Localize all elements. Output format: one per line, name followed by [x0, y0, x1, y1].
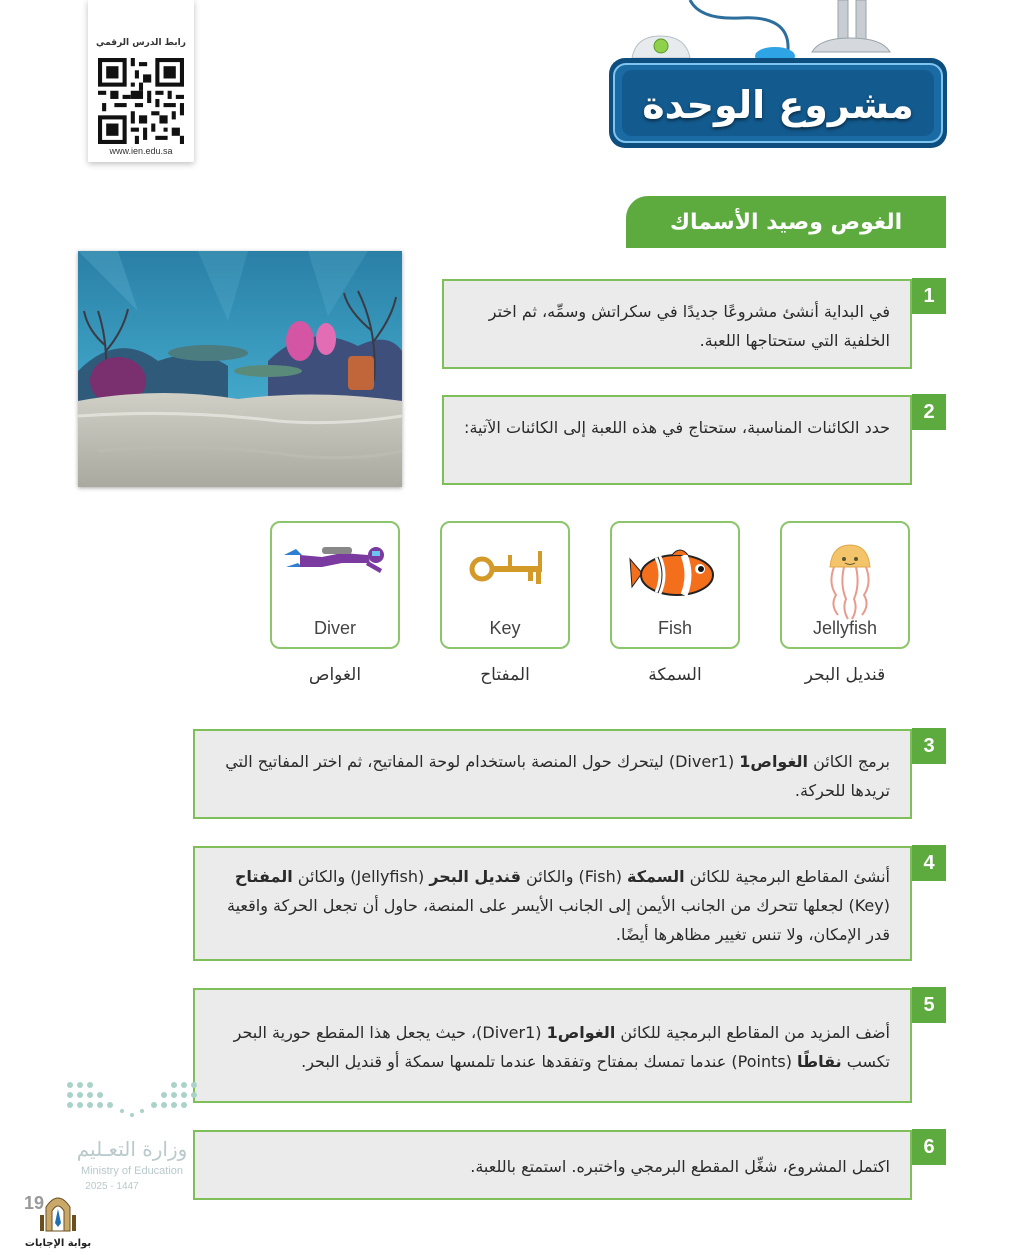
step-6 — [193, 1130, 935, 1200]
step-text: في البداية أنشئ مشروعًا جديدًا في سكراتش وسمِّه، ثم اختر الخلفية التي ستحتاجها اللعبة. — [488, 302, 890, 350]
jellyfish-icon — [792, 533, 902, 623]
step-number: 5 — [912, 987, 946, 1023]
sprite-card-diver — [270, 521, 400, 649]
clownfish-icon — [622, 533, 732, 623]
ministry-name-ar: وزارة التعـليم — [76, 1137, 188, 1161]
sprite-card-jellyfish — [780, 521, 910, 649]
sprite-card-fish — [610, 521, 740, 649]
step-text: حدد الكائنات المناسبة، ستحتاج في هذه اللعبة إلى الكائنات الآتية: — [464, 418, 890, 437]
step-4 — [193, 846, 935, 961]
step-text: أنشئ المقاطع البرمجية للكائن السمكة (Fish) والكائن قنديل البحر (Jellyfish) والكائن المفتاح (Key) لجعلها تتحرك من الجانب الأيمن إلى الجانب الأيسر على المنصة، حاول أن تجعل الحركة واقعية قدر الإمكان، ولا تنس تغيير مظاهرها أيضًا. — [227, 867, 890, 944]
step-2 — [442, 395, 935, 485]
ministry-year: 2025 - 1447 — [85, 1181, 139, 1192]
key-icon — [452, 533, 562, 623]
qr-title: رابط الدرس الرقمي — [96, 38, 186, 48]
step-5 — [193, 988, 935, 1103]
diver-icon — [282, 533, 392, 623]
step-number: 2 — [912, 394, 946, 430]
sprite-card-key — [440, 521, 570, 649]
sprite-caption-key: المفتاح — [480, 665, 530, 685]
step-number: 6 — [912, 1129, 946, 1165]
page-number: 19 — [24, 1193, 45, 1213]
mosque-pen-icon — [22, 1185, 94, 1235]
ministry-logo — [62, 1075, 202, 1195]
step-text: برمج الكائن الغواص1 (Diver1) ليتحرك حول المنصة باستخدام لوحة المفاتيح، ثم اختر المفاتيح التي تريدها للحركة. — [225, 752, 890, 800]
unit-title: مشروع الوحدة — [642, 83, 914, 127]
sprite-label: Jellyfish — [812, 618, 878, 638]
qr-card[interactable] — [88, 0, 194, 162]
underwater-backdrop-image — [78, 251, 402, 487]
sprite-caption-fish: السمكة — [648, 665, 702, 685]
section-header — [626, 196, 946, 248]
step-1 — [442, 279, 935, 369]
sprite-caption-diver: الغواص — [308, 665, 362, 685]
portal-label: بوابة الإجابات — [24, 1238, 92, 1249]
ministry-dots-icon — [62, 1075, 202, 1135]
sprite-label: Fish — [657, 618, 692, 638]
step-number: 1 — [912, 278, 946, 314]
step-number: 3 — [912, 728, 946, 764]
sprite-label: Key — [489, 618, 521, 638]
sprite-label: Diver — [313, 618, 356, 638]
ministry-name-en: Ministry of Education — [80, 1165, 184, 1177]
section-title: الغوص وصيد الأسماك — [669, 209, 903, 235]
step-text: اكتمل المشروع، شغِّل المقطع البرمجي واختبره. استمتع باللعبة. — [470, 1157, 890, 1176]
step-text: أضف المزيد من المقاطع البرمجية للكائن الغواص1 (Diver1)، حيث يجعل هذا المقطع حورية البحر تكسب نقاطًا (Points) عندما تمسك بمفتاح وتفقدها عندما تلمسها سمكة أو قنديل البحر. — [233, 1023, 890, 1071]
qr-url[interactable]: www.ien.edu.sa — [109, 146, 173, 156]
qr-code-icon[interactable] — [98, 58, 184, 144]
answers-portal-logo — [22, 1185, 94, 1249]
sprite-caption-jellyfish: قنديل البحر — [804, 665, 886, 685]
step-number: 4 — [912, 845, 946, 881]
step-3 — [193, 729, 935, 819]
